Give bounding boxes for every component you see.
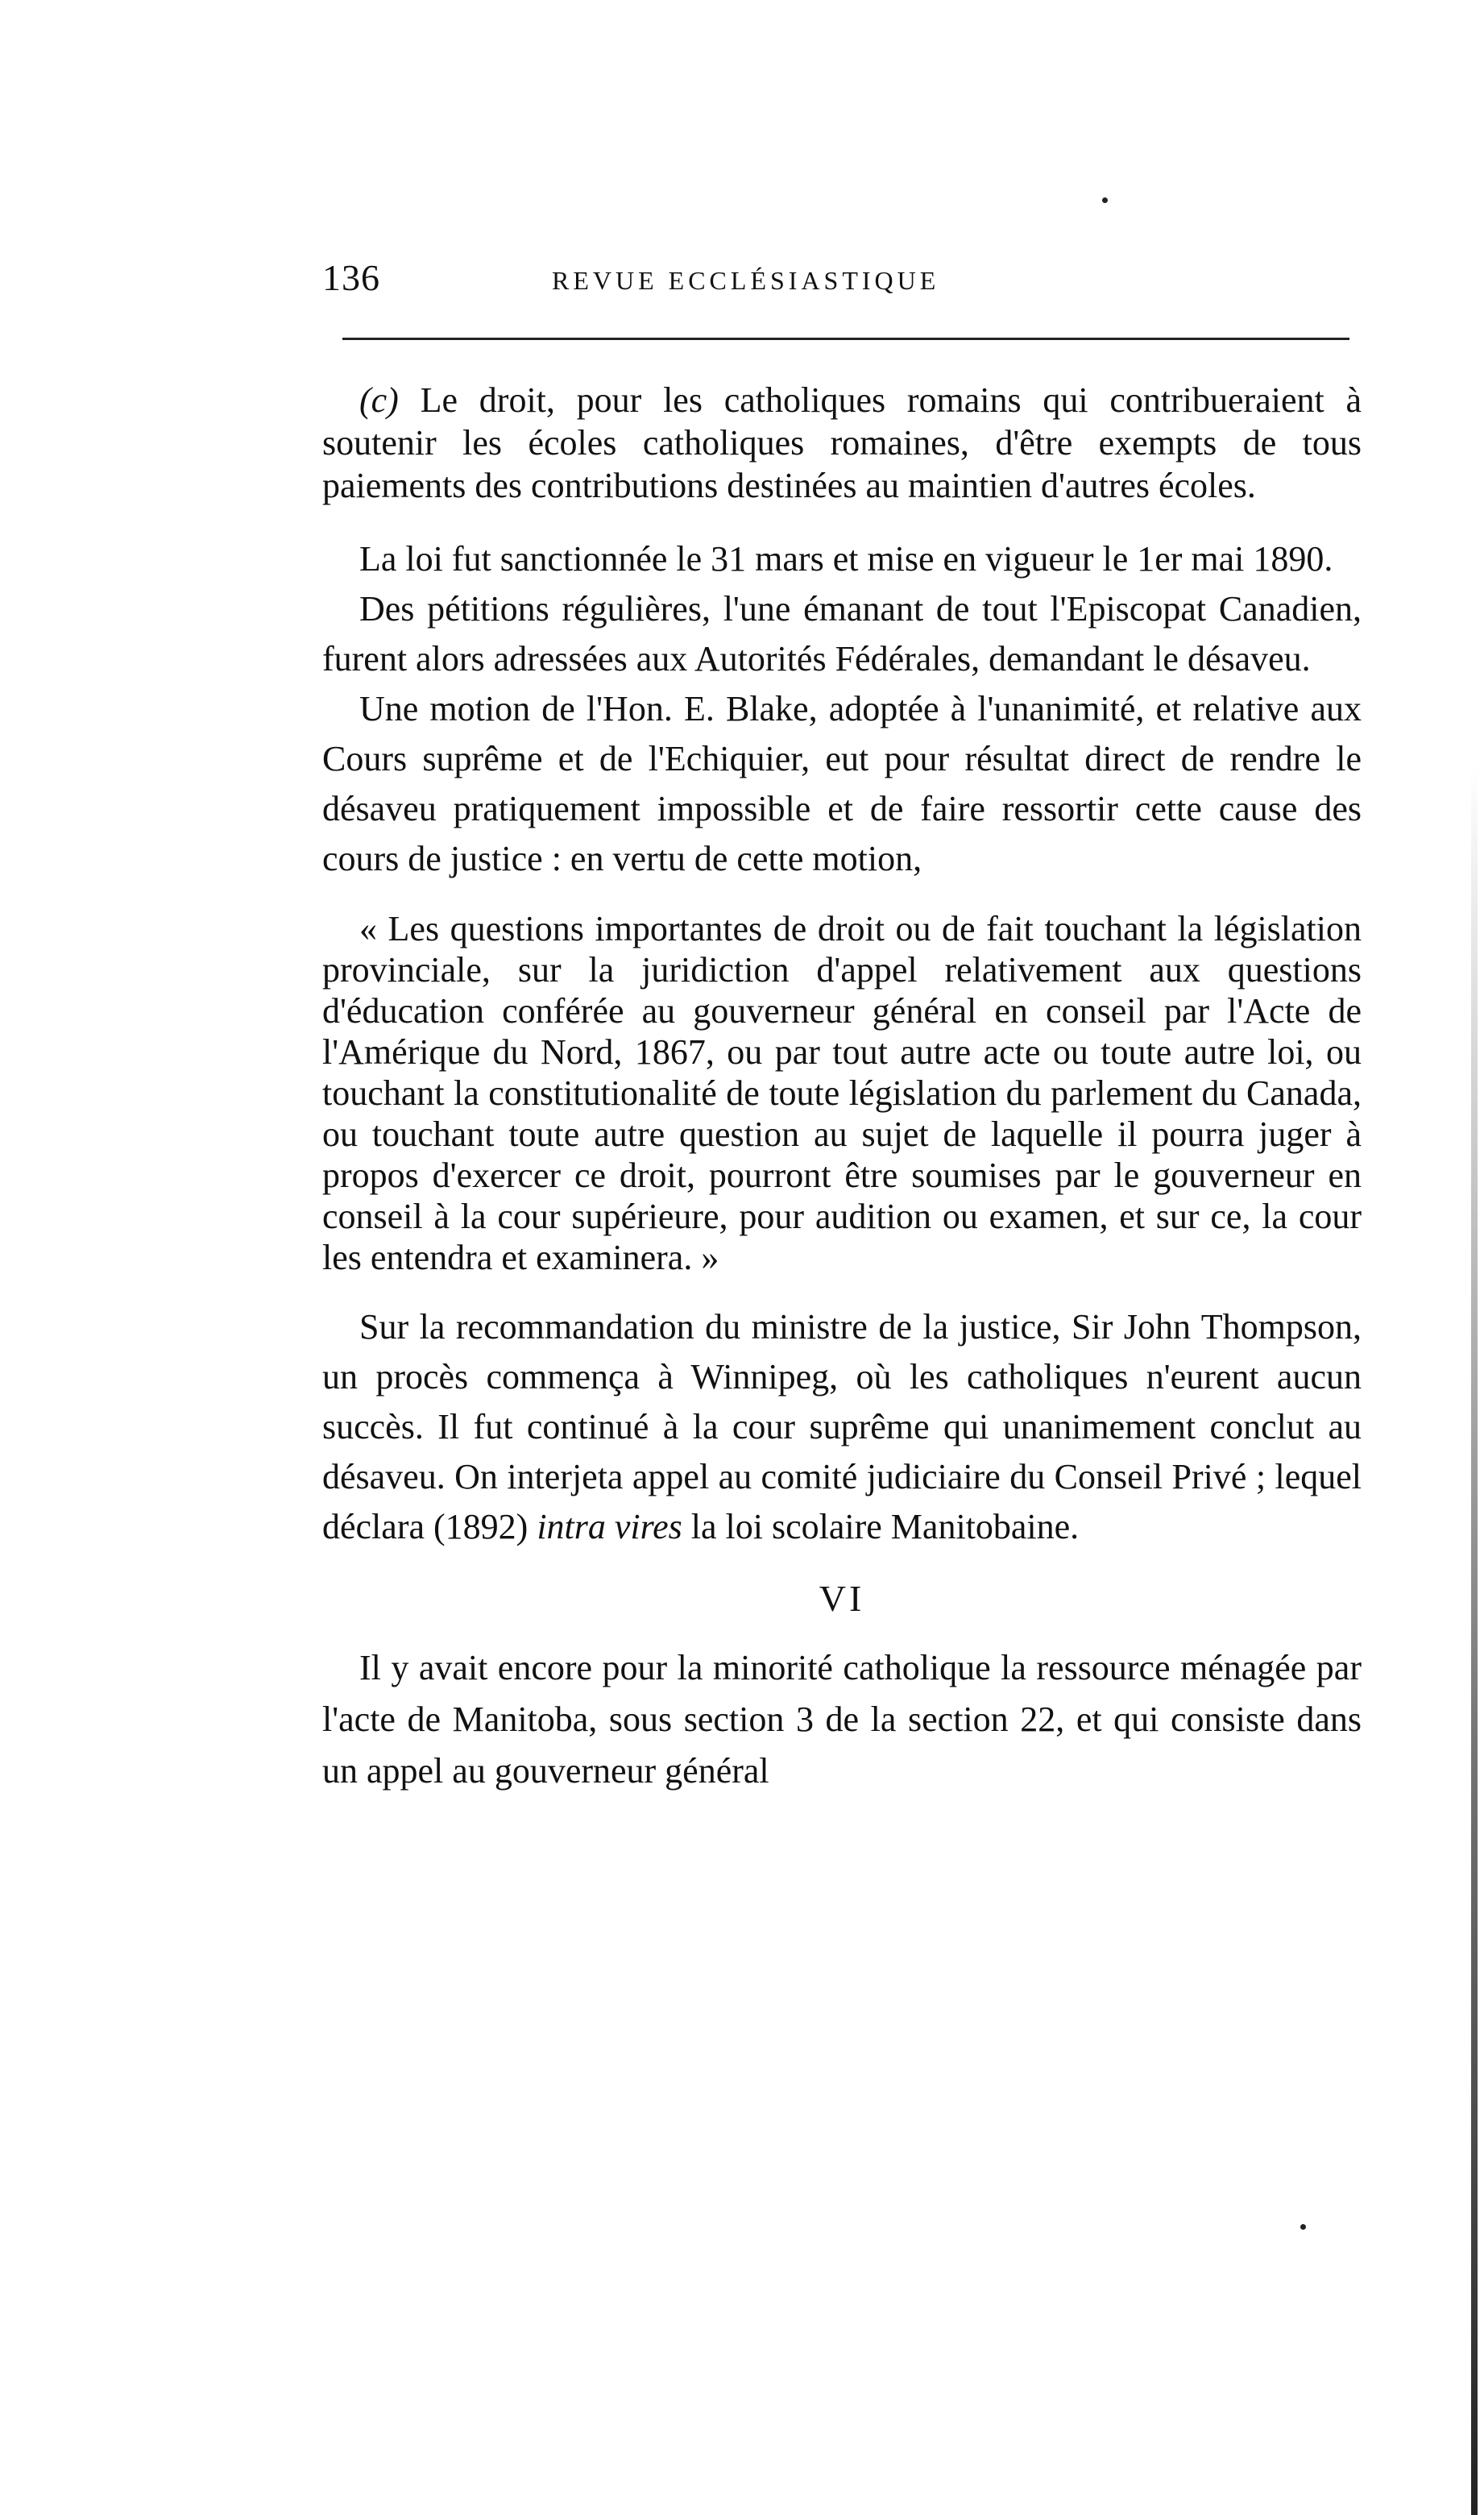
section-heading: VI xyxy=(819,1578,865,1619)
paragraph-recourse: Il y avait encore pour la minorité catholique la ressource ménagée par l'acte de Manitoba, sous section 3 de la section 22, et qui consiste dans un appel au gouverneur général xyxy=(322,1648,1362,1791)
block-quote: « Les questions importantes de droit ou de fait touchant la législation provinciale, sur la juridiction d'appel relativement aux questions d'éducation conférée au gouverneur général en conseil par l'Acte de l'Amérique du Nord, 1867, ou par tout autre acte ou toute autre loi, ou touchant la constitutionalité de toute législation du parlement du Canada, ou touchant toute autre question au sujet de laquelle il pourra juger à propos d'exercer ce droit, pourront être soumises par le gouverneur en conseil à la cour supérieure, pour audition ou examen, et sur ce, la cour les entendra et examinera. » xyxy=(322,909,1362,1277)
list-label-c: (c) xyxy=(359,380,399,420)
running-title: REVUE ECCLÉSIASTIQUE xyxy=(552,266,940,295)
paragraph-thompson-end: la loi scolaire Manitobaine. xyxy=(690,1507,1080,1546)
paragraph-c xyxy=(322,379,1362,507)
paragraph-thompson xyxy=(322,1302,1362,1552)
paragraph-sanction: La loi fut sanctionnée le 31 mars et mise en vigueur le 1er mai 1890. xyxy=(359,539,1333,579)
latin-phrase: intra vires xyxy=(537,1507,682,1546)
paragraph-motion: Une motion de l'Hon. E. Blake, adoptée à l'unanimité, et relative aux Cours suprême et de l'Echiquier, eut pour résultat direct de rendre le désaveu pratiquement impossible et de faire ressortir cette cause des cours de justice : en vertu de cette motion, xyxy=(322,689,1362,878)
page-header xyxy=(322,256,1362,305)
scan-edge-shadow xyxy=(1471,766,1478,2515)
stray-dot-bottom xyxy=(1300,2224,1306,2230)
header-rule xyxy=(342,338,1349,340)
body-text xyxy=(322,379,1362,1797)
page-number: 136 xyxy=(322,257,380,298)
paragraph-thompson-text: Sur la recommandation du ministre de la justice, Sir John Thompson, un procès commença à Winnipeg, où les catholiques n'eurent aucun succès. Il fut continué à la cour suprême qui unanimement conclut au désaveu. On interjeta appel au comité judiciaire du Conseil Privé ; lequel déclara (1892) xyxy=(322,1307,1362,1546)
stray-dot-top xyxy=(1102,197,1108,203)
paragraph-c-text: Le droit, pour les catholiques romains qui contribueraient à soutenir les écoles catholiques romaines, d'être exempts de tous paiements des contributions destinées au maintien d'autres écoles. xyxy=(322,380,1362,505)
paragraph-petitions: Des pétitions régulières, l'une émanant de tout l'Episcopat Canadien, furent alors adressées aux Autorités Fédérales, demandant le désaveu. xyxy=(322,589,1362,679)
